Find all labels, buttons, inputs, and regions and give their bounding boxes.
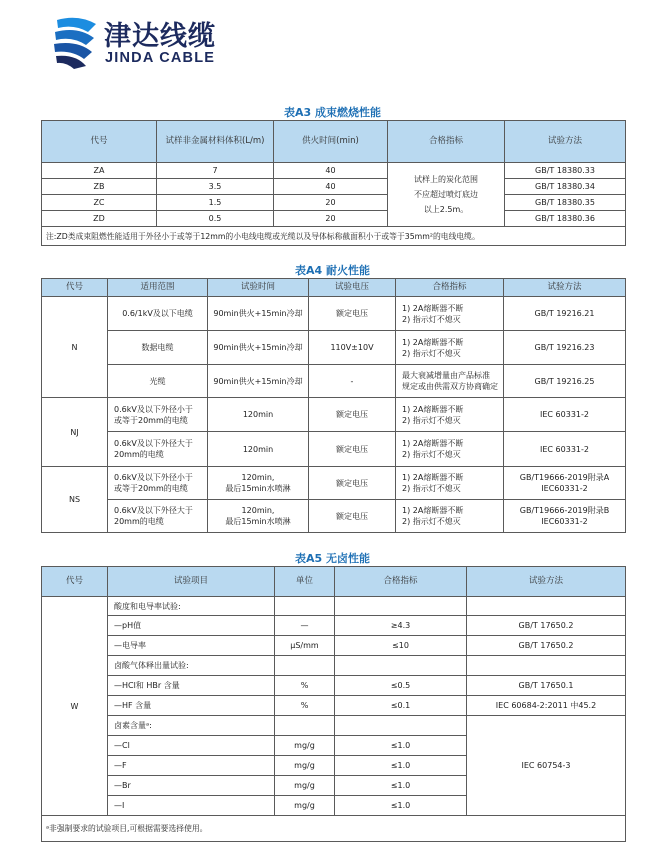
cell-time: 90min供火+15min冷却 bbox=[208, 365, 309, 398]
scope-line: 20mm的电缆 bbox=[114, 450, 164, 459]
col-header: 合格指标 bbox=[396, 279, 504, 297]
cell-criteria bbox=[396, 297, 504, 331]
cell-unit: mg/g bbox=[275, 756, 335, 776]
table-row bbox=[42, 656, 626, 676]
time-line: 最后15min水喷淋 bbox=[225, 517, 291, 526]
cell-unit: — bbox=[275, 616, 335, 636]
table-row bbox=[42, 432, 626, 467]
cell-volume: 7 bbox=[157, 163, 274, 179]
cell-voltage: 额定电压 bbox=[309, 398, 396, 432]
group-heading: 卤素含量ᵃ: bbox=[108, 716, 275, 736]
cell-method: GB/T 17650.2 bbox=[467, 616, 626, 636]
table-row bbox=[42, 297, 626, 331]
cell-time bbox=[208, 398, 309, 432]
table-row bbox=[42, 365, 626, 398]
cell-method bbox=[504, 398, 626, 432]
cell-criteria bbox=[396, 365, 504, 398]
col-header: 代号 bbox=[42, 121, 157, 163]
method-line: IEC 60331-2 bbox=[540, 410, 589, 419]
cell-criteria: ≤1.0 bbox=[335, 776, 467, 796]
table-row bbox=[42, 597, 626, 616]
cell-item: —HCl和 HBr 含量 bbox=[108, 676, 275, 696]
criteria-line: 2) 指示灯不熄灭 bbox=[402, 484, 461, 493]
scope-line: 0.6kV及以下外径小于 bbox=[114, 473, 193, 482]
method-line: GB/T19666-2019附录A bbox=[519, 473, 610, 482]
criteria-line: 规定或由供需双方协商确定 bbox=[402, 382, 498, 391]
cell-item: —HF 含量 bbox=[108, 696, 275, 716]
cell-code: ZC bbox=[42, 195, 157, 211]
table-row bbox=[42, 398, 626, 432]
cell-code: NS bbox=[42, 467, 108, 533]
cell-criteria: ≤0.5 bbox=[335, 676, 467, 696]
cell-unit: % bbox=[275, 696, 335, 716]
scope-line: 0.6kV及以下外径小于 bbox=[114, 404, 193, 414]
criteria-line: 2) 指示灯不熄灭 bbox=[402, 517, 461, 526]
cell-time: 40 bbox=[274, 163, 388, 179]
scope-line: 或等于20mm的电缆 bbox=[114, 484, 188, 493]
cell-item: —F bbox=[108, 756, 275, 776]
cell-time bbox=[208, 432, 309, 467]
table-a3-note: 注:ZD类成束阻燃性能适用于外径小于或等于12mm的小电线电缆或光缆以及导体标称截面积小于或等于35mm²的电线电缆。 bbox=[42, 227, 626, 246]
cell-scope bbox=[108, 398, 208, 432]
cell-time bbox=[208, 467, 309, 500]
method-line: IEC60331-2 bbox=[541, 484, 588, 493]
cell-method: GB/T 18380.34 bbox=[505, 179, 626, 195]
cell-unit: mg/g bbox=[275, 776, 335, 796]
cell-method: GB/T 18380.36 bbox=[505, 211, 626, 227]
criteria-line: 1) 2A熔断器不断 bbox=[402, 303, 464, 313]
cell-time: 20 bbox=[274, 195, 388, 211]
col-header: 供火时间(min) bbox=[274, 121, 388, 163]
col-header: 试验方法 bbox=[505, 121, 626, 163]
time-line: 120min bbox=[242, 444, 274, 454]
table-a5-note: ᵃ非强制要求的试验项目,可根据需要选择使用。 bbox=[42, 816, 626, 842]
cell-time: 20 bbox=[274, 211, 388, 227]
cell-method: IEC 60684-2:2011 中45.2 bbox=[467, 696, 626, 716]
col-header: 代号 bbox=[42, 567, 108, 597]
cell-method: GB/T 19216.25 bbox=[504, 365, 626, 398]
brand-mark-icon bbox=[52, 14, 98, 70]
cell-item: —I bbox=[108, 796, 275, 816]
cell-scope bbox=[108, 432, 208, 467]
cell-scope bbox=[108, 467, 208, 500]
cell-unit: μS/mm bbox=[275, 636, 335, 656]
col-header: 合格指标 bbox=[388, 121, 505, 163]
cell-method: IEC 60754-3 bbox=[467, 716, 626, 816]
cell-criteria bbox=[388, 163, 505, 227]
criteria-line: 试样上的炭化范围 bbox=[414, 175, 478, 184]
cell-method: GB/T 17650.2 bbox=[467, 636, 626, 656]
time-line: 最后15min水喷淋 bbox=[225, 484, 291, 493]
criteria-line: 1) 2A熔断器不断 bbox=[402, 404, 464, 414]
cell-voltage: 额定电压 bbox=[309, 297, 396, 331]
cell-code: ZB bbox=[42, 179, 157, 195]
table-a4 bbox=[41, 278, 626, 533]
cell-criteria bbox=[396, 432, 504, 467]
cell-criteria: ≤0.1 bbox=[335, 696, 467, 716]
table-row bbox=[42, 179, 626, 195]
cell-item: —Br bbox=[108, 776, 275, 796]
col-header: 试验电压 bbox=[309, 279, 396, 297]
scope-line: 20mm的电缆 bbox=[114, 517, 164, 526]
table-row bbox=[42, 696, 626, 716]
scope-line: 0.6kV及以下外径大于 bbox=[114, 439, 193, 448]
cell-item: —Cl bbox=[108, 736, 275, 756]
table-a3 bbox=[41, 120, 626, 246]
group-heading: 卤酸气体释出量试验: bbox=[108, 656, 275, 676]
cell-method: GB/T 17650.1 bbox=[467, 676, 626, 696]
cell-method bbox=[504, 432, 626, 467]
col-header: 适用范围 bbox=[108, 279, 208, 297]
criteria-line: 2) 指示灯不熄灭 bbox=[402, 314, 461, 324]
table-a5 bbox=[41, 566, 626, 842]
cell-code: ZA bbox=[42, 163, 157, 179]
cell-item: —电导率 bbox=[108, 636, 275, 656]
criteria-line: 1) 2A熔断器不断 bbox=[402, 473, 464, 482]
cell-unit: mg/g bbox=[275, 796, 335, 816]
cell-criteria: ≤1.0 bbox=[335, 756, 467, 776]
col-header: 合格指标 bbox=[335, 567, 467, 597]
cell-time: 40 bbox=[274, 179, 388, 195]
table-row bbox=[42, 636, 626, 656]
scope-line: 或等于20mm的电缆 bbox=[114, 415, 188, 425]
criteria-line: 1) 2A熔断器不断 bbox=[402, 337, 464, 347]
cell-voltage: - bbox=[309, 365, 396, 398]
cell-method bbox=[504, 500, 626, 533]
table-row bbox=[42, 500, 626, 533]
cell-voltage: 额定电压 bbox=[309, 432, 396, 467]
time-line: 120min, bbox=[241, 506, 275, 515]
cell-criteria: ≤1.0 bbox=[335, 736, 467, 756]
criteria-line: 1) 2A熔断器不断 bbox=[402, 439, 464, 448]
cell-voltage: 额定电压 bbox=[309, 467, 396, 500]
col-header: 单位 bbox=[275, 567, 335, 597]
criteria-line: 不应超过喷灯底边 bbox=[414, 190, 478, 199]
cell-criteria: ≥4.3 bbox=[335, 616, 467, 636]
col-header: 试验项目 bbox=[108, 567, 275, 597]
table-row bbox=[42, 211, 626, 227]
cell-volume: 3.5 bbox=[157, 179, 274, 195]
cell-voltage: 110V±10V bbox=[309, 331, 396, 365]
cell-criteria bbox=[396, 331, 504, 365]
cell-criteria bbox=[396, 467, 504, 500]
cell-code: N bbox=[42, 297, 108, 398]
time-line: 120min, bbox=[241, 473, 275, 482]
table-row bbox=[42, 467, 626, 500]
method-line: IEC60331-2 bbox=[541, 517, 588, 526]
col-header: 试样非金属材料体积(L/m) bbox=[157, 121, 274, 163]
cell-scope bbox=[108, 500, 208, 533]
scope-line: 0.6kV及以下外径大于 bbox=[114, 506, 193, 515]
time-line: 120min bbox=[242, 410, 274, 419]
cell-code: W bbox=[42, 597, 108, 816]
table-row bbox=[42, 716, 626, 736]
brand-name-cn: 津达线缆 bbox=[104, 21, 216, 52]
cell-method: GB/T 19216.21 bbox=[504, 297, 626, 331]
cell-code: NJ bbox=[42, 398, 108, 467]
cell-method: GB/T 18380.35 bbox=[505, 195, 626, 211]
cell-volume: 1.5 bbox=[157, 195, 274, 211]
cell-scope: 0.6/1kV及以下电缆 bbox=[108, 297, 208, 331]
cell-unit: mg/g bbox=[275, 736, 335, 756]
table-row bbox=[42, 331, 626, 365]
method-line: IEC 60331-2 bbox=[540, 444, 589, 454]
cell-criteria bbox=[396, 500, 504, 533]
cell-item: —pH值 bbox=[108, 616, 275, 636]
cell-time: 90min供火+15min冷却 bbox=[208, 297, 309, 331]
brand-name-en: JINDA CABLE bbox=[105, 50, 216, 66]
cell-volume: 0.5 bbox=[157, 211, 274, 227]
cell-time: 90min供火+15min冷却 bbox=[208, 331, 309, 365]
cell-criteria: ≤10 bbox=[335, 636, 467, 656]
col-header: 试验时间 bbox=[208, 279, 309, 297]
cell-method bbox=[504, 467, 626, 500]
table-a3-title: 表A3 成束燃烧性能 bbox=[284, 106, 381, 119]
table-row bbox=[42, 163, 626, 179]
table-a4-title: 表A4 耐火性能 bbox=[295, 264, 370, 277]
cell-criteria bbox=[396, 398, 504, 432]
col-header: 试验方法 bbox=[504, 279, 626, 297]
cell-unit: % bbox=[275, 676, 335, 696]
criteria-line: 以上2.5m。 bbox=[423, 205, 469, 214]
criteria-line: 2) 指示灯不熄灭 bbox=[402, 415, 461, 425]
cell-method: GB/T 19216.23 bbox=[504, 331, 626, 365]
table-row bbox=[42, 195, 626, 211]
cell-voltage: 额定电压 bbox=[309, 500, 396, 533]
col-header: 试验方法 bbox=[467, 567, 626, 597]
group-heading: 酸度和电导率试验: bbox=[108, 597, 275, 616]
cell-code: ZD bbox=[42, 211, 157, 227]
cell-time bbox=[208, 500, 309, 533]
table-row bbox=[42, 676, 626, 696]
criteria-line: 1) 2A熔断器不断 bbox=[402, 506, 464, 515]
cell-method: GB/T 18380.33 bbox=[505, 163, 626, 179]
table-a5-title: 表A5 无卤性能 bbox=[295, 552, 370, 565]
cell-scope: 光缆 bbox=[108, 365, 208, 398]
cell-scope: 数据电缆 bbox=[108, 331, 208, 365]
criteria-line: 最大衰减增量由产品标准 bbox=[402, 371, 490, 380]
cell-criteria: ≤1.0 bbox=[335, 796, 467, 816]
method-line: GB/T19666-2019附录B bbox=[519, 506, 610, 515]
table-row bbox=[42, 616, 626, 636]
criteria-line: 2) 指示灯不熄灭 bbox=[402, 348, 461, 358]
col-header: 代号 bbox=[42, 279, 108, 297]
criteria-line: 2) 指示灯不熄灭 bbox=[402, 450, 461, 459]
